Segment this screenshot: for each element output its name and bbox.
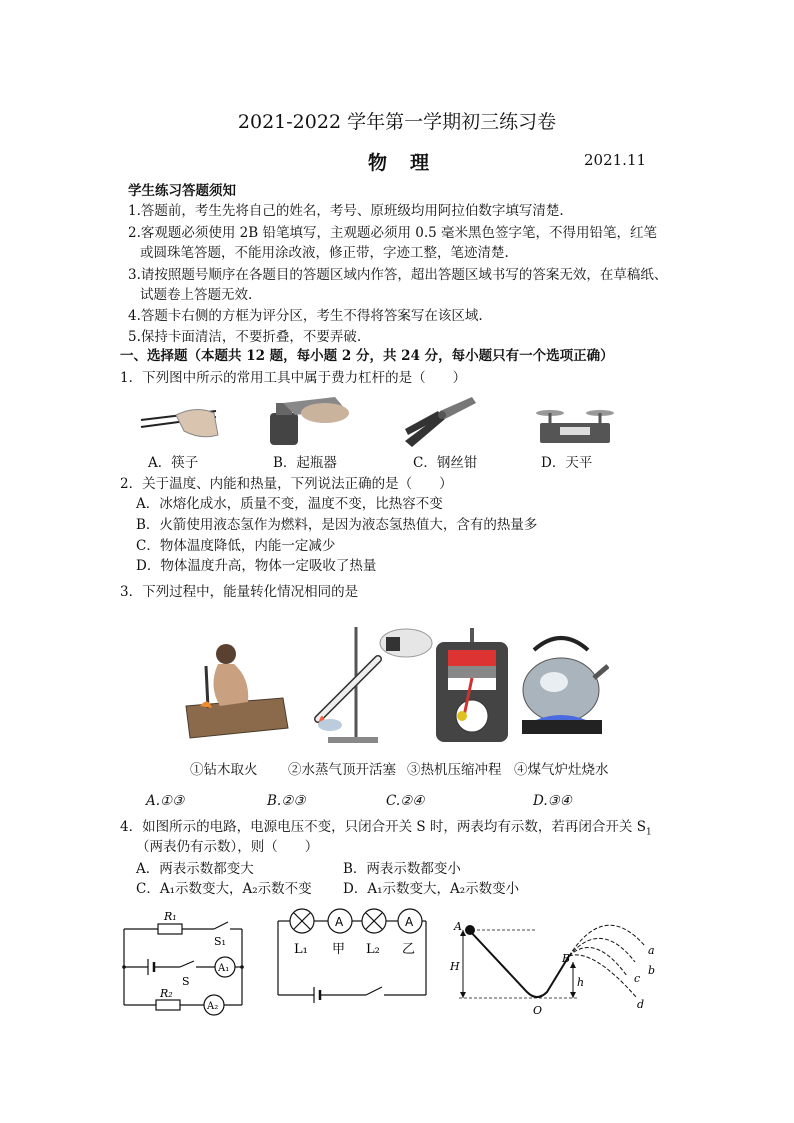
notice-item: 或圆珠笔答题，不能用涂改液，修正带，字迹工整，笔迹清楚. xyxy=(140,245,509,261)
yi-label: 乙 xyxy=(402,942,416,957)
exam-title: 2021-2022 学年第一学期初三练习卷 xyxy=(237,111,557,133)
s-label: S xyxy=(182,975,190,988)
notice-item: 2.客观题必须使用 2B 铅笔填写，主观题必须用 0.5 毫米黑色签字笔，不得用铅笔，红笔 xyxy=(128,225,658,241)
point-b-label: B xyxy=(562,952,571,965)
path-b-label: b xyxy=(648,964,656,977)
engine-cylinder-image xyxy=(432,624,512,749)
s1-label: S₁ xyxy=(214,935,226,948)
l1-label: L₁ xyxy=(294,942,308,957)
q1-option-b: B．起瓶器 xyxy=(273,455,337,471)
a2-label: A₂ xyxy=(207,1001,219,1012)
q2-option-a: A．冰熔化成水，质量不变，温度不变，比热容不变 xyxy=(136,496,443,512)
q3-caption-1: ①钻木取火 xyxy=(190,762,258,778)
q1-option-a: A．筷子 xyxy=(148,455,199,471)
notice-item: 3.请按照题号顺序在各题目的答题区域内作答，超出答题区域书写的答案无效，在草稿纸、 xyxy=(128,267,668,283)
point-o-label: O xyxy=(533,1004,543,1017)
q4-option-d: D．A₁示数变大，A₂示数变小 xyxy=(343,881,520,897)
path-c-label: c xyxy=(634,972,641,985)
r2-label: R₂ xyxy=(160,987,173,1000)
pliers-image xyxy=(400,393,480,448)
q3-caption-4: ④煤气炉灶烧水 xyxy=(514,762,609,778)
bottle-opener-image xyxy=(265,391,355,446)
q3-caption-3: ③热机压缩冲程 xyxy=(407,762,502,778)
q1-option-d: D．天平 xyxy=(541,455,593,471)
question-4-stem: 4．如图所示的电路，电源电压不变，只闭合开关 S 时，两表均有示数，若再闭合开关 $S_1$ xyxy=(120,819,652,838)
q4-option-c: C．A₁示数变大，A₂示数不变 xyxy=(136,881,312,897)
question-2-stem: 2．关于温度、内能和热量，下列说法正确的是（ ） xyxy=(120,476,453,492)
exam-date: 2021.11 xyxy=(584,151,647,169)
a1-label: A₁ xyxy=(218,963,230,974)
height-h-big-label: H xyxy=(450,960,460,973)
question-1-stem: 1．下列图中所示的常用工具中属于费力杠杆的是（ ） xyxy=(120,370,467,386)
l2-label: L₂ xyxy=(366,942,380,957)
jia-label: 甲 xyxy=(332,942,346,957)
notice-heading: 学生练习答题须知 xyxy=(128,183,236,199)
q3-option-c: C.②④ xyxy=(386,793,425,809)
q3-option-a: A.①③ xyxy=(146,793,185,809)
chopsticks-image xyxy=(136,395,226,450)
notice-item: 5.保持卡面清洁，不要折叠，不要弄破. xyxy=(128,329,362,345)
q2-option-d: D．物体温度升高，物体一定吸收了热量 xyxy=(136,558,377,574)
q2-option-b: B．火箭使用液态氢作为燃料，是因为液态氢热值大，含有的热量多 xyxy=(136,517,538,533)
circuit-diagram-2 xyxy=(270,905,430,1010)
q3-option-d: D.③④ xyxy=(533,793,572,809)
point-a-label: A xyxy=(454,920,462,933)
q1-option-c: C．钢丝钳 xyxy=(413,455,478,471)
fire-drill-image xyxy=(178,636,293,741)
section-heading: 一、选择题（本题共 12 题，每小题 2 分，共 24 分，每小题只有一个选项正确） xyxy=(120,348,614,364)
path-a-label: a xyxy=(648,944,655,957)
q3-option-b: B.②③ xyxy=(267,793,306,809)
notice-item: 试题卷上答题无效. xyxy=(140,287,253,303)
q2-option-c: C．物体温度降低，内能一定减少 xyxy=(136,538,336,554)
meter-jia-symbol: A xyxy=(335,915,344,929)
q4-option-a: A．两表示数都变大 xyxy=(136,861,254,877)
notice-item: 4.答题卡右侧的方框为评分区，考生不得将答案写在该区域. xyxy=(128,308,483,324)
r1-label: R₁ xyxy=(164,910,177,923)
path-d-label: d xyxy=(637,998,645,1011)
q3-caption-2: ②水蒸气顶开活塞 xyxy=(288,762,396,778)
height-h-small-label: h xyxy=(577,976,585,989)
ball-track-diagram xyxy=(445,910,670,1020)
subject-label: 物 理 xyxy=(368,152,432,174)
notice-item: 1.答题前，考生先将自己的姓名，考号、原班级均用阿拉伯数字填写清楚. xyxy=(128,203,564,219)
q4-option-b: B．两表示数都变小 xyxy=(343,861,461,877)
circuit-diagram-1 xyxy=(118,905,248,1020)
meter-yi-symbol: A xyxy=(405,915,414,929)
gas-stove-kettle-image xyxy=(514,628,609,740)
question-3-stem: 3．下列过程中，能量转化情况相同的是 xyxy=(120,584,359,600)
balance-scale-image xyxy=(530,397,620,447)
steam-stopper-image xyxy=(298,621,433,746)
question-4-stem-cont: （两表仍有示数），则（ ） xyxy=(136,839,319,855)
